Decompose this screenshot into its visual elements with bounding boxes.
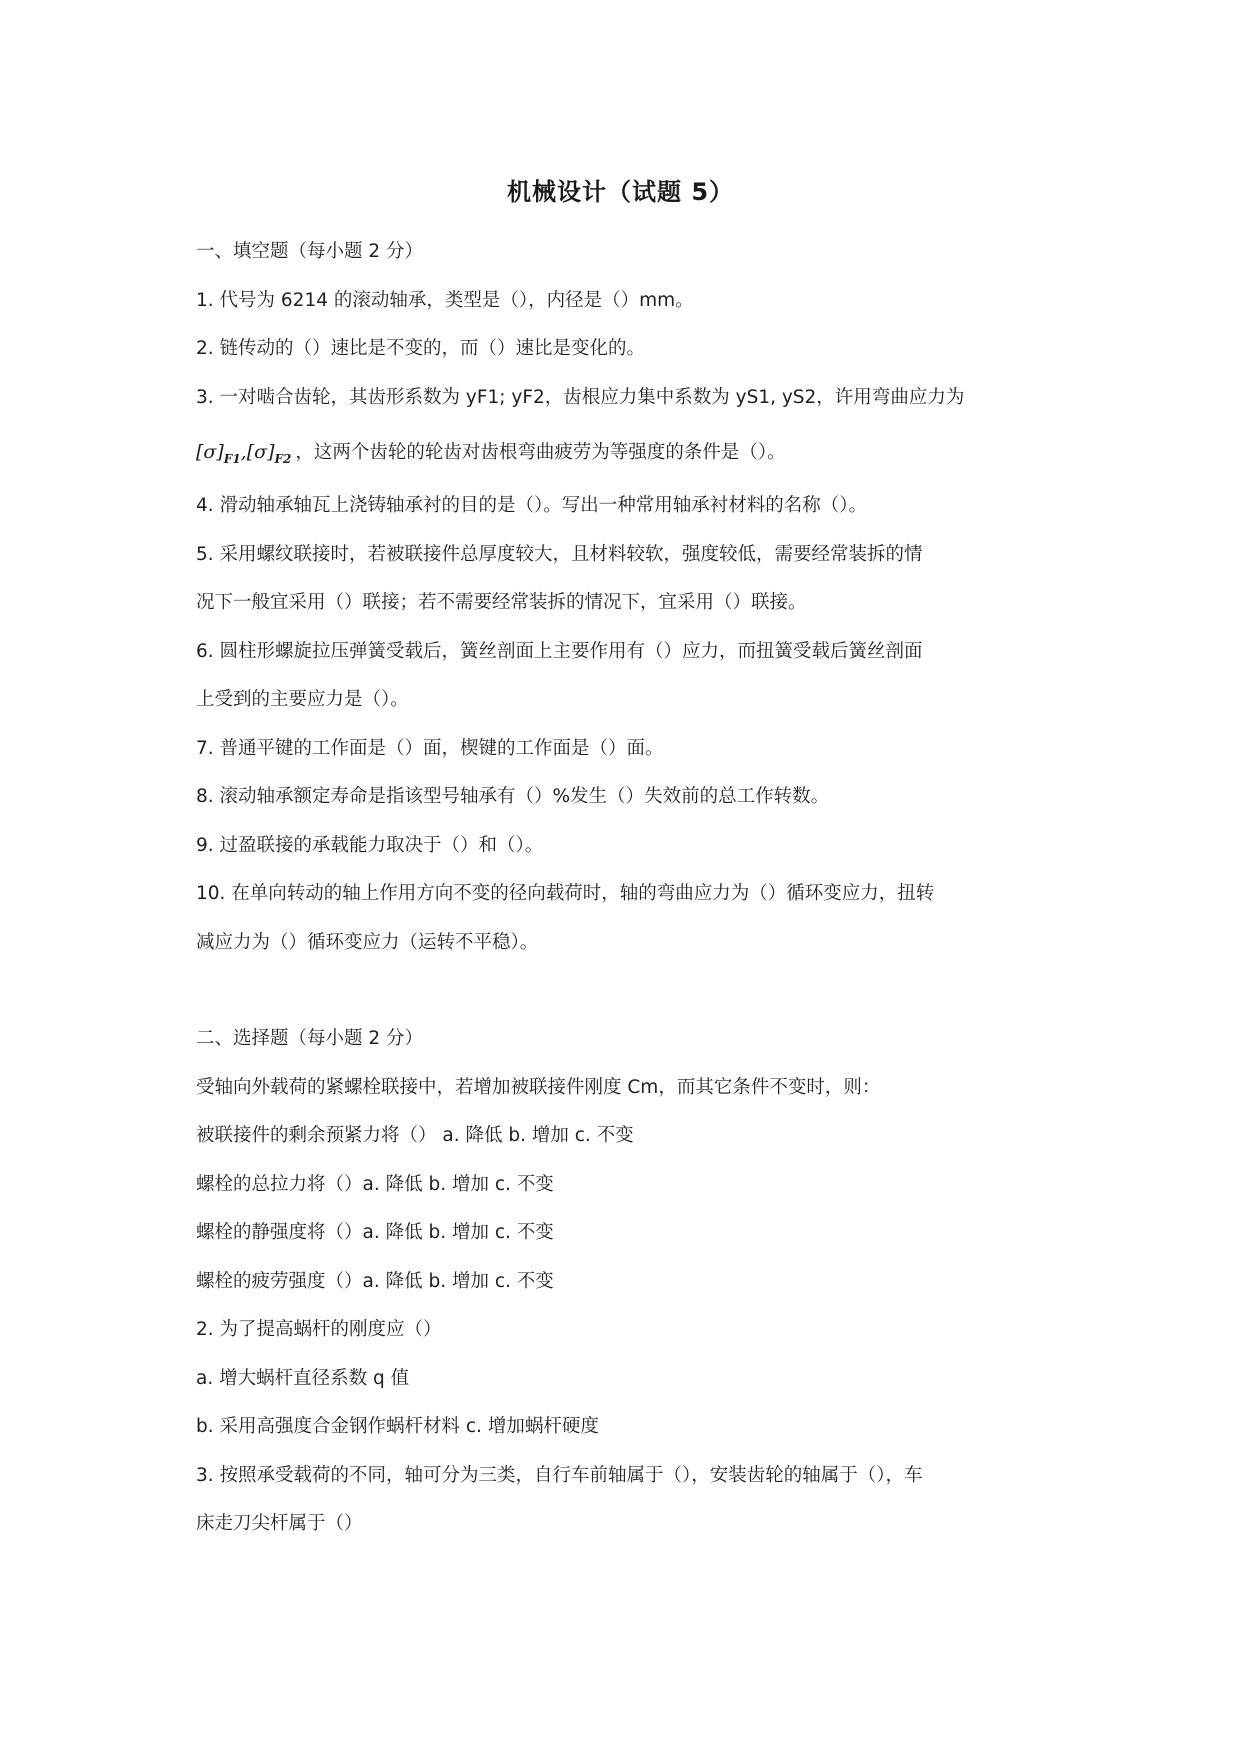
section-heading-fill-in: 一、填空题（每小题 2 分）: [196, 241, 424, 262]
question-6-line-1: 6. 圆柱形螺旋拉压弹簧受载后，簧丝剖面上主要作用有（）应力，而扭簧受载后簧丝剖面: [196, 640, 923, 662]
choice-question-2-option-a: a. 增大蜗杆直径系数 q 值: [196, 1367, 410, 1389]
question-9: 9. 过盈联接的承载能力取决于（）和（）。: [196, 834, 544, 856]
sigma-f2-base: [σ]: [246, 441, 275, 463]
question-5-line-1: 5. 采用螺纹联接时，若被联接件总厚度较大，且材料较软，强度较低，需要经常装拆的情: [196, 543, 923, 565]
choice-item-total-tension: 螺栓的总拉力将（）a. 降低 b. 增加 c. 不变: [196, 1173, 554, 1195]
question-3-line-2-text: ，这两个齿轮的轮齿对齿根弯曲疲劳为等强度的条件是（）。: [295, 442, 786, 463]
question-7: 7. 普通平键的工作面是（）面，楔键的工作面是（）面。: [196, 737, 664, 759]
section-heading-choice: 二、选择题（每小题 2 分）: [196, 1028, 424, 1049]
sigma-f2: [246, 441, 292, 466]
choice-question-2-option-b: b. 采用高强度合金钢作蜗杆材料 c. 增加蜗杆硬度: [196, 1416, 599, 1437]
choice-question-3-line-2: 床走刀尖杆属于（）: [196, 1513, 363, 1534]
page-title: 机械设计（试题 5）: [506, 178, 735, 206]
question-10-line-2: 减应力为（）循环变应力（运转不平稳）。: [196, 931, 539, 953]
question-6-line-2: 上受到的主要应力是（）。: [196, 689, 409, 710]
sigma-f1: [196, 441, 241, 466]
question-8: 8. 滚动轴承额定寿命是指该型号轴承有（）%发生（）失效前的总工作转数。: [196, 786, 830, 807]
document-body: [196, 228, 1062, 1549]
sigma-f1-base: [σ]: [196, 441, 224, 463]
allowable-stress-formula: [196, 422, 291, 482]
sigma-f2-subscript: F2: [274, 451, 292, 466]
question-5-line-2: 况下一般宜采用（）联接；若不需要经常装拆的情况下，宜采用（）联接。: [196, 592, 807, 613]
choice-intro: 受轴向外载荷的紧螺栓联接中，若增加被联接件刚度 Cm，而其它条件不变时，则：: [196, 1076, 881, 1098]
question-4: 4. 滑动轴承轴瓦上浇铸轴承衬的目的是（）。写出一种常用轴承衬材料的名称（）。: [196, 495, 868, 516]
choice-item-fatigue-strength: 螺栓的疲劳强度（）a. 降低 b. 增加 c. 不变: [196, 1270, 554, 1292]
choice-question-2: 2. 为了提高蜗杆的刚度应（）: [196, 1319, 442, 1340]
choice-item-residual-preload: 被联接件的剩余预紧力将（） a. 降低 b. 增加 c. 不变: [196, 1125, 634, 1146]
question-1: 1. 代号为 6214 的滚动轴承，类型是（），内径是（）mm。: [196, 289, 694, 311]
formula-separator: ,: [240, 441, 247, 463]
section-spacer: [196, 967, 1062, 1015]
sigma-f1-subscript: F1: [223, 451, 241, 466]
choice-item-static-strength: 螺栓的静强度将（）a. 降低 b. 增加 c. 不变: [196, 1222, 554, 1243]
question-10-line-1: 10. 在单向转动的轴上作用方向不变的径向载荷时，轴的弯曲应力为（）循环变应力，扭转: [196, 883, 935, 904]
question-3-line-2: [196, 422, 1062, 482]
question-2: 2. 链传动的（）速比是不变的，而（）速比是变化的。: [196, 338, 646, 359]
choice-question-3-line-1: 3. 按照承受载荷的不同，轴可分为三类，自行车前轴属于（），安装齿轮的轴属于（），车: [196, 1464, 923, 1486]
question-3-line-1: 3. 一对啮合齿轮，其齿形系数为 yF1; yF2，齿根应力集中系数为 yS1, yS2，许用弯曲应力为: [196, 386, 965, 408]
